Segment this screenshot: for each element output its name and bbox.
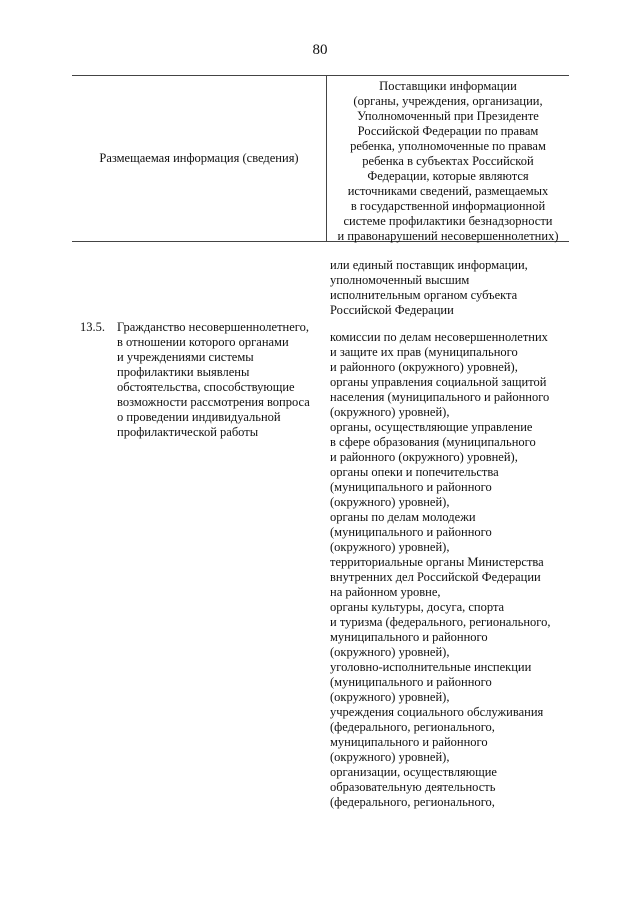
provider-line: внутренних дел Российской Федерации xyxy=(330,570,541,584)
item-text-line: профилактической работы xyxy=(117,425,259,439)
header-line: ребенка, уполномоченные по правам xyxy=(350,139,546,153)
provider-line: учреждения социального обслуживания xyxy=(330,705,544,719)
page-number: 80 xyxy=(312,42,328,58)
item-text-line: и учреждениями системы xyxy=(117,350,254,364)
provider-line: (окружного) уровней), xyxy=(330,495,450,509)
provider-line: территориальные органы Министерства xyxy=(330,555,544,569)
provider-line: органы управления социальной защитой xyxy=(330,375,547,389)
header-line: ребенка в субъектах Российской xyxy=(362,154,534,168)
table-column-divider xyxy=(326,75,327,241)
continuation-line: Российской Федерации xyxy=(330,303,454,317)
header-line: источниками сведений, размещаемых xyxy=(347,184,549,198)
provider-line: уголовно-исполнительные инспекции xyxy=(330,660,532,674)
provider-line: (окружного) уровней), xyxy=(330,750,450,764)
provider-line: и защите их прав (муниципального xyxy=(330,345,518,359)
item-text-line: в отношении которого органами xyxy=(117,335,289,349)
header-line: Уполномоченный при Президенте xyxy=(357,109,539,123)
provider-line: на районном уровне, xyxy=(330,585,441,599)
provider-line: (окружного) уровней), xyxy=(330,690,450,704)
provider-line: органы, осуществляющие управление xyxy=(330,420,533,434)
row-spacer xyxy=(330,318,568,330)
provider-line: образовательную деятельность xyxy=(330,780,496,794)
table-top-border xyxy=(72,75,569,76)
item-text-line: возможности рассмотрения вопроса xyxy=(117,395,310,409)
provider-line: органы по делам молодежи xyxy=(330,510,476,524)
header-line: Российской Федерации по правам xyxy=(357,124,539,138)
item-text-line: обстоятельства, способствующие xyxy=(117,380,295,394)
item-description xyxy=(117,320,322,440)
header-line: и правонарушений несовершеннолетних) xyxy=(337,229,559,243)
header-line: Поставщики информации xyxy=(379,79,517,93)
column-header-providers xyxy=(328,79,568,244)
provider-line: органы культуры, досуга, спорта xyxy=(330,600,505,614)
provider-line: органы опеки и попечительства xyxy=(330,465,499,479)
provider-line: населения (муниципального и районного xyxy=(330,390,550,404)
provider-line: в сфере образования (муниципального xyxy=(330,435,536,449)
provider-line: (окружного) уровней), xyxy=(330,645,450,659)
item-text-line: Гражданство несовершеннолетнего, xyxy=(117,320,309,334)
provider-line: (муниципального и районного xyxy=(330,525,492,539)
continuation-line: исполнительным органом субъекта xyxy=(330,288,518,302)
header-line: системе профилактики безнадзорности xyxy=(343,214,553,228)
header-line: Федерации, которые являются xyxy=(367,169,529,183)
item-text-line: о проведении индивидуальной xyxy=(117,410,281,424)
continuation-line: уполномоченный высшим xyxy=(330,273,470,287)
column-header-information: Размещаемая информация (сведения) xyxy=(99,151,299,165)
provider-line: (федерального, регионального, xyxy=(330,795,495,809)
provider-line: и туризма (федерального, регионального, xyxy=(330,615,551,629)
provider-line: (окружного) уровней), xyxy=(330,540,450,554)
item-number: 13.5. xyxy=(80,320,105,334)
continuation-line: или единый поставщик информации, xyxy=(330,258,528,272)
provider-line: (федерального, регионального, xyxy=(330,720,495,734)
provider-line: (муниципального и районного xyxy=(330,480,492,494)
provider-line: (окружного) уровней), xyxy=(330,405,450,419)
provider-line: и районного (окружного) уровней), xyxy=(330,450,518,464)
provider-line: муниципального и районного xyxy=(330,630,488,644)
header-line: (органы, учреждения, организации, xyxy=(353,94,543,108)
provider-line: комиссии по делам несовершеннолетних xyxy=(330,330,548,344)
item-text-line: профилактики выявлены xyxy=(117,365,250,379)
provider-line: муниципального и районного xyxy=(330,735,488,749)
header-line: в государственной информационной xyxy=(350,199,546,213)
provider-line: и районного (окружного) уровней), xyxy=(330,360,518,374)
providers-column xyxy=(330,258,568,810)
provider-line: (муниципального и районного xyxy=(330,675,492,689)
provider-line: организации, осуществляющие xyxy=(330,765,497,779)
